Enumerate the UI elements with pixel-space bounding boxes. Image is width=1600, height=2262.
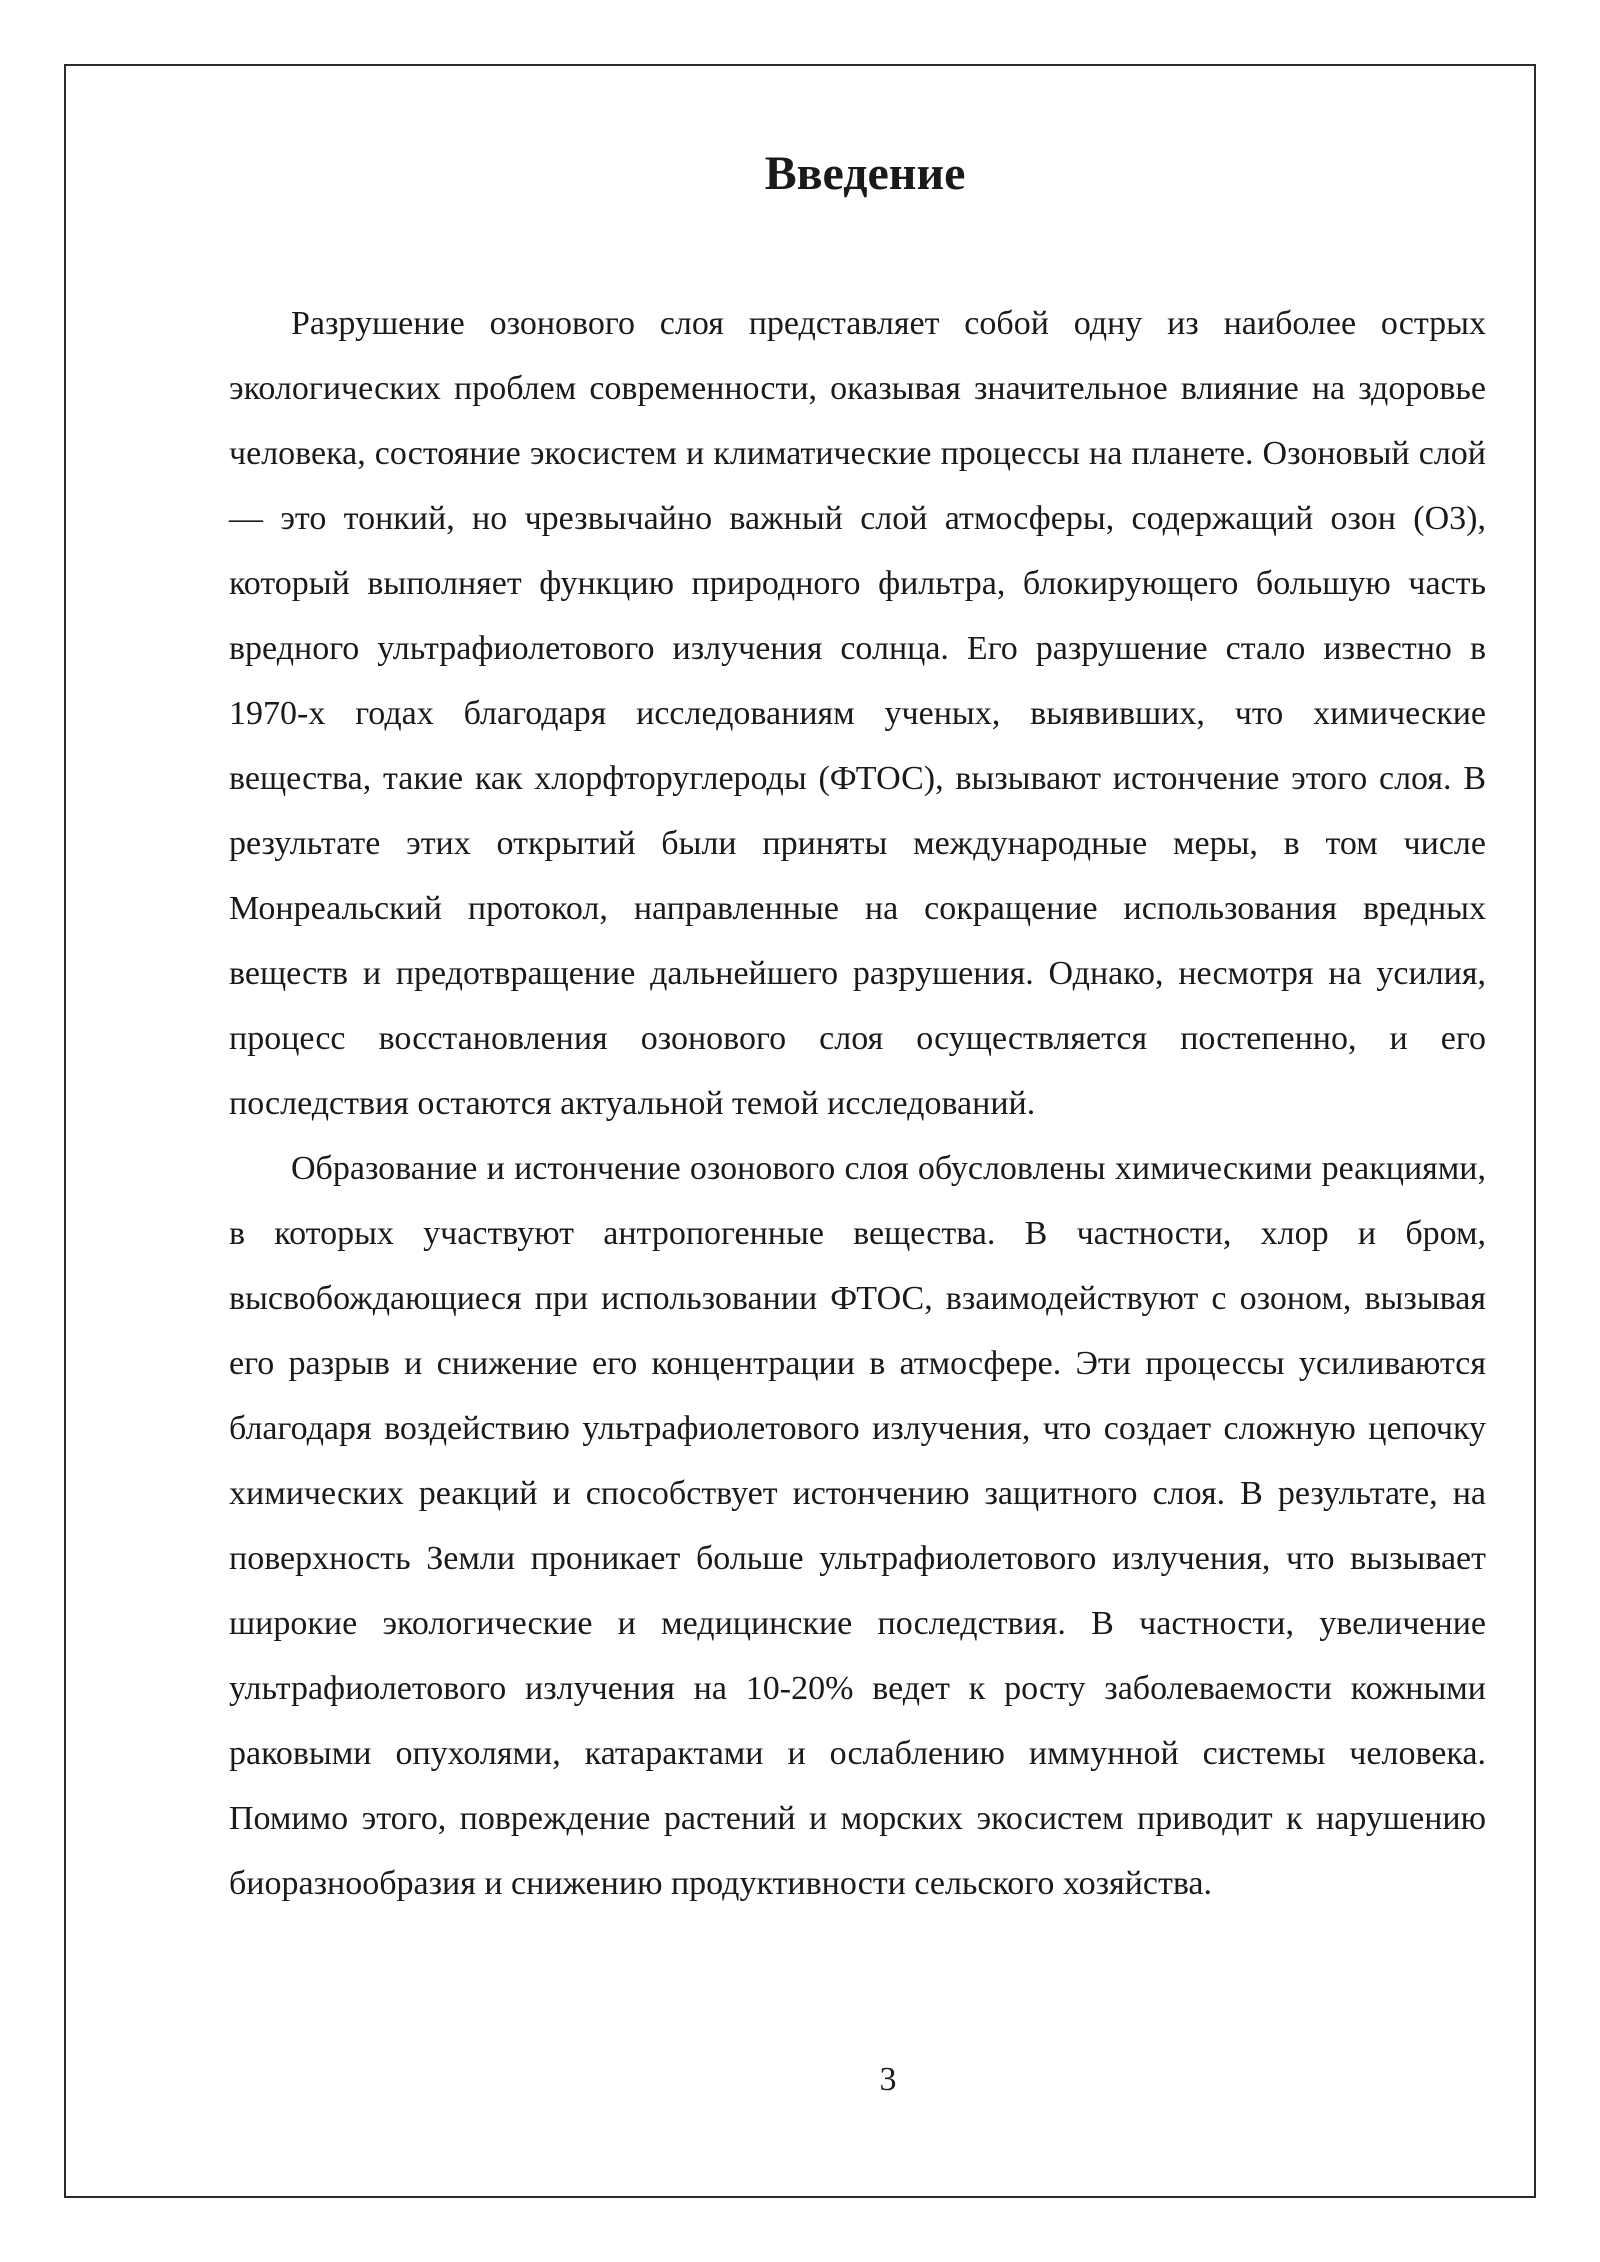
page-number: 3 <box>879 2061 897 2098</box>
document-body <box>229 291 1486 1916</box>
page-title: Введение <box>764 147 966 200</box>
paragraph-2: Образование и истончение озонового слоя обусловлены химическими реакциями, в которых участвуют антропогенные вещества. В частности, хлор и бром, высвобождающиеся при использовании ФТОС, взаимодействуют с озоном, вызывая его разрыв и снижение его концентрации в атмосфере. Эти процессы усиливаются благодаря воздействию ультрафиолетового излучения, что создает сложную цепочку химических реакций и способствует истончению защитного слоя. В результате, на поверхность Земли проникает больше ультрафиолетового излучения, что вызывает широкие экологические и медицинские последствия. В частности, увеличение ультрафиолетового излучения на 10-20% ведет к росту заболеваемости кожными раковыми опухолями, катарактами и ослаблению иммунной системы человека. Помимо этого, повреждение растений и морских экосистем приводит к нарушению биоразнообразия и снижению продуктивности сельского хозяйства. <box>229 1150 1486 1902</box>
paragraph-1: Разрушение озонового слоя представляет собой одну из наиболее острых экологических проблем современности, оказывая значительное влияние на здоровье человека, состояние экосистем и климатические процессы на планете. Озоновый слой — это тонкий, но чрезвычайно важный слой атмосферы, содержащий озон (O3), который выполняет функцию природного фильтра, блокирующего большую часть вредного ультрафиолетового излучения солнца. Его разрушение стало известно в 1970-х годах благодаря исследованиям ученых, выявивших, что химические вещества, такие как хлорфторуглероды (ФТОС), вызывают истончение этого слоя. В результате этих открытий были приняты международные меры, в том числе Монреальский протокол, направленные на сокращение использования вредных веществ и предотвращение дальнейшего разрушения. Однако, несмотря на усилия, процесс восстановления озонового слоя осуществляется постепенно, и его последствия остаются актуальной темой исследований. <box>229 305 1486 1122</box>
